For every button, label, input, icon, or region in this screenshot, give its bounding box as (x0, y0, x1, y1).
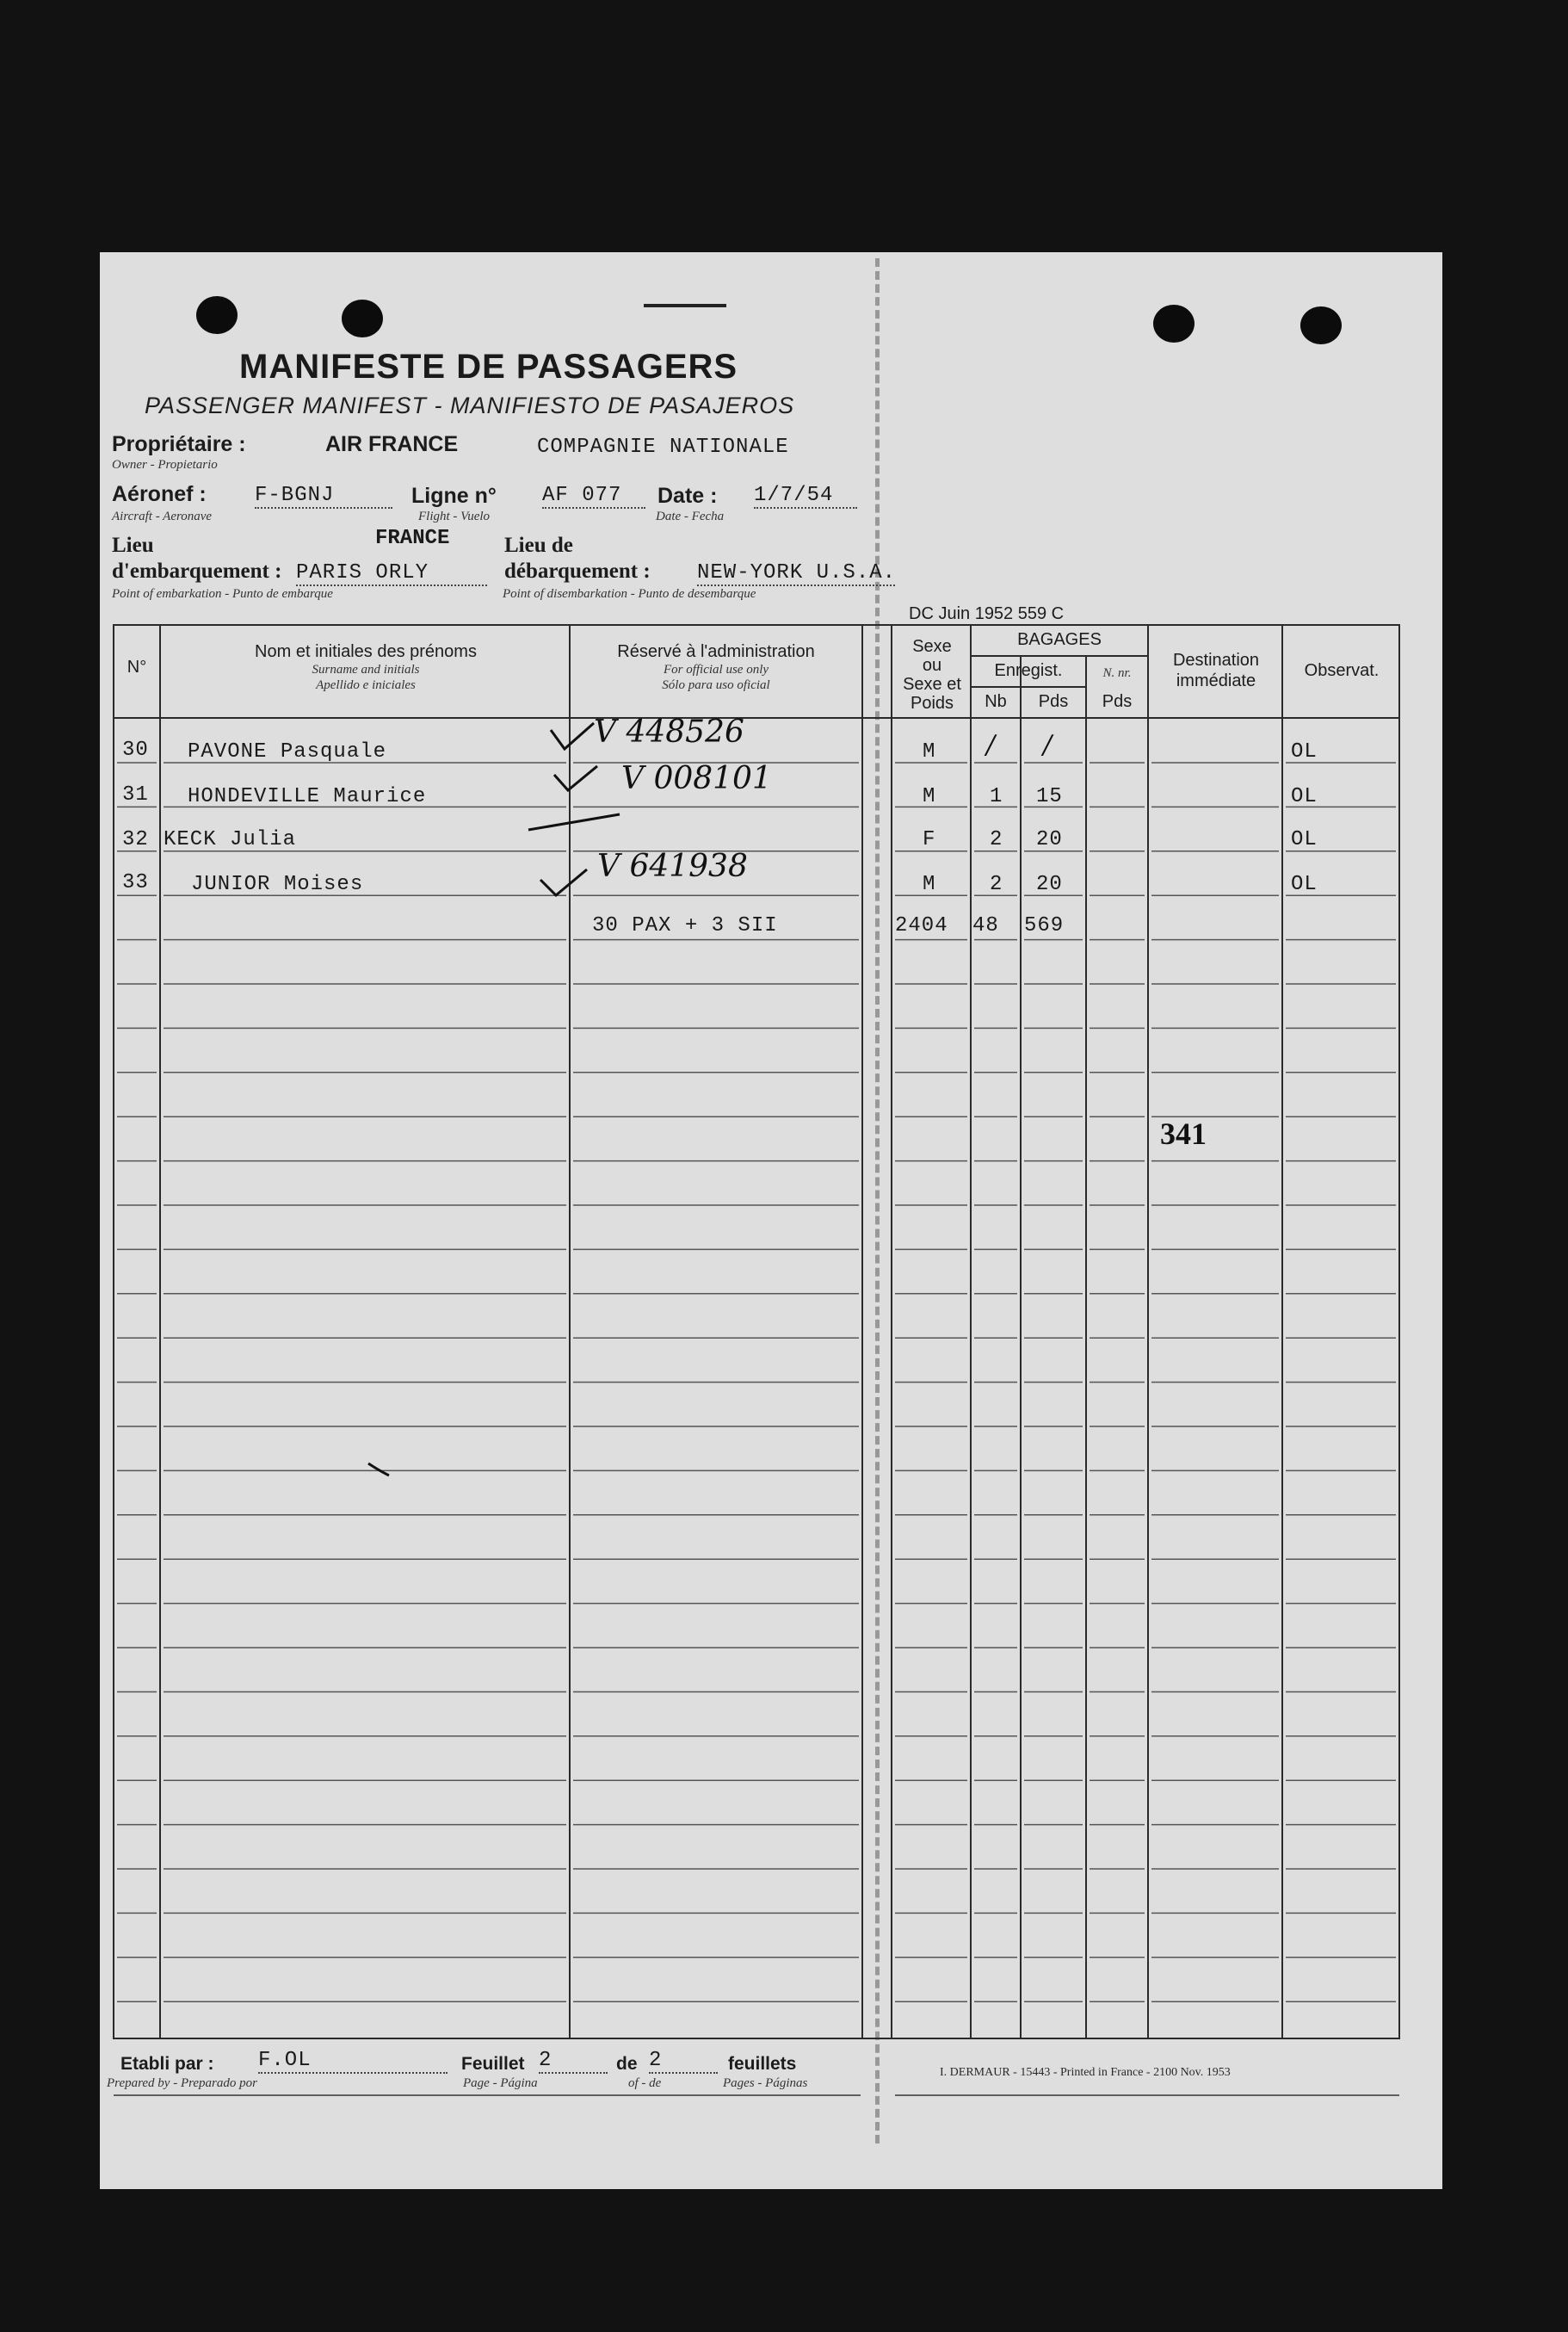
bag-count: 1 (990, 785, 1003, 808)
passenger-name: HONDEVILLE Maurice (188, 785, 427, 808)
sex-value: M (923, 873, 936, 896)
owner-sublabel: Owner - Propietario (112, 458, 218, 472)
bag-weight: / (1043, 730, 1053, 760)
header-destination-2: immédiate (1176, 671, 1256, 690)
header-admin-sub1: For official use only (663, 663, 769, 677)
sheet-label: Feuillet (461, 2054, 525, 2074)
row-number: 32 (122, 828, 149, 851)
header-admin: Réservé à l'administration (617, 642, 815, 661)
header-admin-sub2: Sólo para uso oficial (662, 678, 770, 692)
page-title: MANIFESTE DE PASSAGERS (239, 348, 738, 386)
header-name-sub1: Surname and initials (312, 663, 420, 677)
of-label: de (616, 2054, 638, 2074)
aircraft-sublabel: Aircraft - Aeronave (112, 510, 213, 523)
header-sex-3: Sexe et (903, 675, 961, 694)
header-nonreg: N. nr. (1102, 666, 1132, 680)
embarkation-value: PARIS ORLY (296, 561, 487, 586)
passenger-name: PAVONE Pasquale (188, 740, 387, 764)
admin-number: V 008101 (621, 761, 772, 796)
bag-count: / (986, 730, 996, 760)
header-sex-4: Poids (910, 694, 954, 713)
bag-count: 2 (990, 828, 1003, 851)
header-observ: Observat. (1304, 661, 1380, 680)
sheet-value: 2 (539, 2049, 608, 2074)
header-pds: Pds (1038, 692, 1069, 711)
owner-value: AIR FRANCE (325, 432, 459, 456)
header-sex-2: ou (922, 656, 942, 675)
owner-label: Propriétaire : (112, 432, 246, 456)
aircraft-label: Aéronef : (112, 482, 207, 506)
passenger-name: KECK Julia (164, 828, 297, 851)
sheets-sublabel: Pages - Páginas (723, 2076, 808, 2090)
row-number: 31 (122, 783, 149, 807)
header-bagages: BAGAGES (1017, 630, 1102, 649)
header-enregist: Enregist. (994, 661, 1063, 680)
date-value: 1/7/54 (754, 484, 857, 509)
printer-imprint: I. DERMAUR - 15443 - Printed in France - 2100 Nov. 1953 (940, 2066, 1231, 2079)
observation: OL (1291, 785, 1318, 808)
form-code: DC Juin 1952 559 C (909, 604, 1065, 623)
observation: OL (1291, 873, 1318, 896)
bag-count: 2 (990, 873, 1003, 896)
embarkation-sublabel: Point of embarkation - Punto de embarque (112, 587, 333, 601)
embarkation-label-1: Lieu (112, 534, 154, 557)
header-nb: Nb (985, 692, 1007, 711)
totals-admin: 30 PAX + 3 SII (592, 914, 778, 937)
observation: OL (1291, 828, 1318, 851)
sheets-label: feuillets (728, 2054, 797, 2074)
bag-weight: 20 (1036, 873, 1063, 896)
observation: OL (1291, 740, 1318, 764)
sex-value: F (923, 828, 936, 851)
disembarkation-sublabel: Point of disembarkation - Punto de desembarque (503, 587, 756, 601)
of-value: 2 (649, 2049, 718, 2074)
flight-value: AF 077 (542, 484, 645, 509)
disembarkation-label-2: débarquement : (504, 560, 651, 583)
owner-value-typed: COMPAGNIE NATIONALE (537, 436, 789, 459)
passenger-name: JUNIOR Moises (191, 873, 364, 896)
header-destination-1: Destination (1172, 651, 1260, 670)
date-label: Date : (657, 484, 718, 508)
admin-number: V 448526 (594, 714, 744, 750)
of-sublabel: of - de (628, 2076, 662, 2090)
sex-value: M (923, 785, 936, 808)
aircraft-value: F-BGNJ (255, 484, 392, 509)
bag-weight: 20 (1036, 828, 1063, 851)
row-number: 33 (122, 871, 149, 894)
prepared-value: F.OL (258, 2049, 448, 2074)
embarkation-label-2: d'embarquement : (112, 560, 282, 583)
header-name: Nom et initiales des prénoms (255, 642, 477, 661)
totals-sex: 2404 (895, 914, 948, 937)
embarkation-country: FRANCE (375, 527, 450, 550)
sheet-sublabel: Page - Página (463, 2076, 538, 2090)
disembarkation-label-1: Lieu de (504, 534, 573, 557)
prepared-label: Etabli par : (120, 2054, 214, 2074)
bag-weight: 15 (1036, 785, 1063, 808)
stamp-number: 341 (1160, 1117, 1207, 1151)
sex-value: M (923, 740, 936, 764)
prepared-sublabel: Prepared by - Preparado por (107, 2076, 257, 2090)
header-name-sub2: Apellido e iniciales (316, 678, 416, 692)
header-pds2: Pds (1102, 692, 1133, 711)
header-sex-1: Sexe (912, 637, 952, 656)
date-sublabel: Date - Fecha (656, 510, 725, 523)
flight-label: Ligne n° (411, 484, 497, 508)
page-subtitle: PASSENGER MANIFEST - MANIFIESTO DE PASAJEROS (145, 393, 795, 418)
admin-number: V 641938 (597, 849, 748, 884)
row-number: 30 (122, 739, 149, 762)
flight-sublabel: Flight - Vuelo (418, 510, 491, 523)
totals-pds: 569 (1024, 914, 1065, 937)
totals-nb: 48 (972, 914, 999, 937)
disembarkation-value: NEW-YORK U.S.A. (697, 561, 897, 585)
header-no: N° (127, 658, 147, 677)
